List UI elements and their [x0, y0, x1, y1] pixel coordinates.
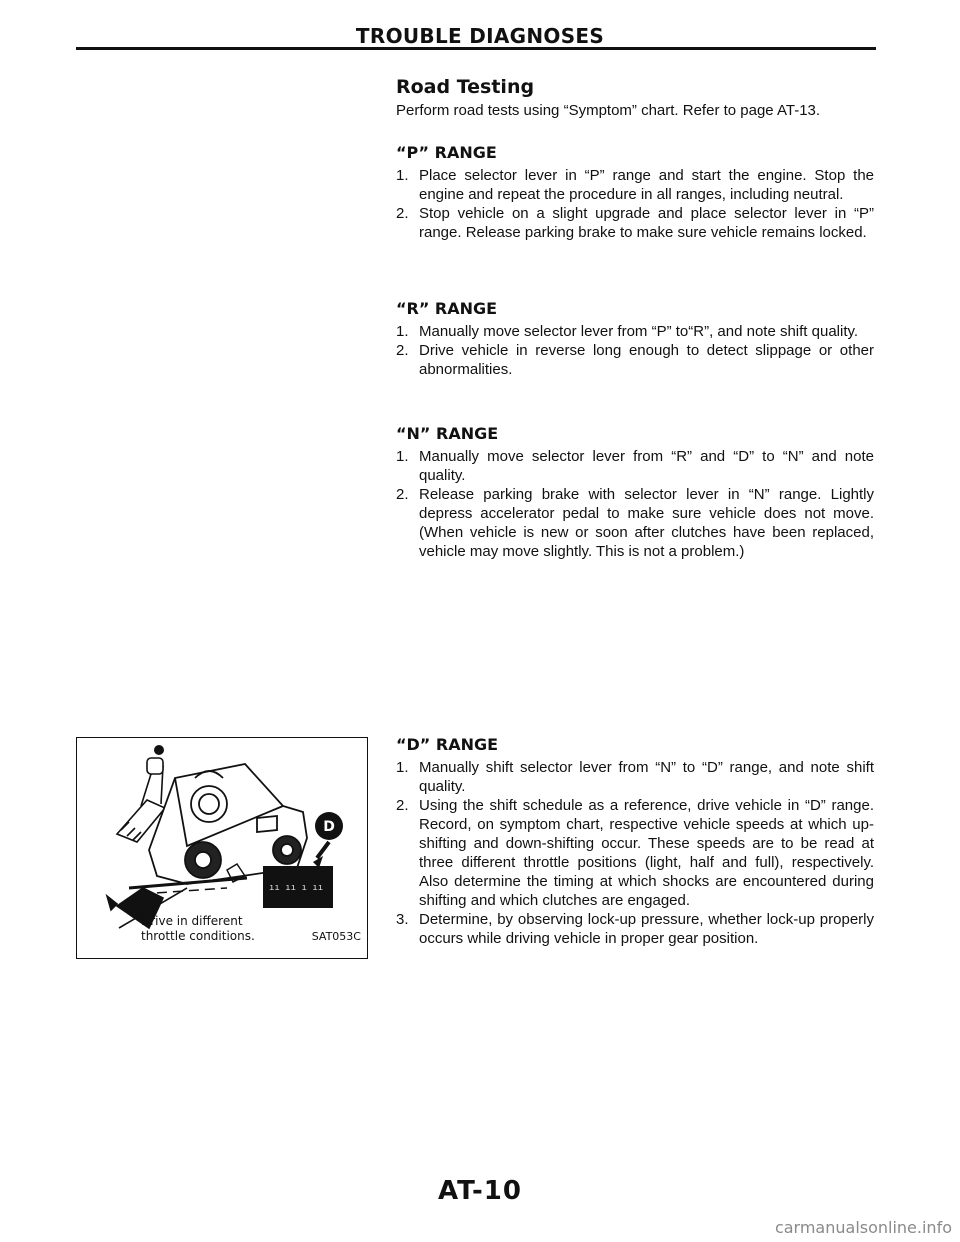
- section-title: Road Testing: [396, 76, 535, 98]
- item-text: Manually shift selector lever from “N” to “D” range, and note shift quality.: [419, 759, 874, 795]
- road-testing-section: [396, 76, 874, 120]
- list-item: [396, 447, 874, 485]
- list-item: [396, 485, 874, 561]
- item-text: Determine, by observing lock-up pressure, whether lock-up properly occurs while driving vehicle in proper gear position.: [419, 911, 874, 947]
- footer-watermark-url[interactable]: carmanualsonline.info: [774, 1218, 952, 1237]
- range-block-r: [396, 299, 874, 379]
- list-item: [396, 341, 874, 379]
- range-block-p: [396, 143, 874, 242]
- road-test-illustration: [76, 737, 368, 959]
- page-number: AT-10: [438, 1176, 522, 1206]
- list-item: [396, 204, 874, 242]
- list-item: [396, 166, 874, 204]
- range-heading: “P” RANGE: [396, 143, 497, 162]
- item-text: Manually move selector lever from “P” to“R”, and note shift quality.: [419, 323, 859, 340]
- item-text: Place selector lever in “P” range and start the engine. Stop the engine and repeat the procedure in all ranges, including neutral.: [419, 167, 874, 203]
- item-number: 2.: [396, 797, 409, 814]
- item-text: Using the shift schedule as a reference, drive vehicle in “D” range. Record, on symptom chart, respective vehicle speeds at which up-shifting and down-shifting occur. These speeds are to be read at three different throttle positions (light, half and full), respectively. Also determine the timing at which shocks are encountered during shifting and which clutches are engaged.: [419, 797, 874, 909]
- list-item: [396, 796, 874, 910]
- list-item: [396, 322, 874, 341]
- item-number: 1.: [396, 448, 409, 465]
- d-range-badge-icon: [315, 812, 343, 840]
- figure-code: SAT053C: [311, 930, 361, 943]
- item-number: 1.: [396, 167, 409, 184]
- item-number: 2.: [396, 486, 409, 503]
- svg-text:ıı ıı ı ıı: ıı ıı ı ıı: [269, 883, 324, 893]
- header-rule: [76, 47, 876, 50]
- list-item: [396, 758, 874, 796]
- range-block-n: [396, 424, 874, 561]
- item-number: 3.: [396, 911, 409, 928]
- range-heading: “N” RANGE: [396, 424, 499, 443]
- svg-text:D: D: [323, 819, 335, 835]
- range-heading: “R” RANGE: [396, 299, 498, 318]
- callout-dot: [154, 745, 164, 755]
- section-intro: Perform road tests using “Symptom” chart. Refer to page AT-13.: [396, 102, 821, 119]
- item-text: Release parking brake with selector lever in “N” range. Lightly depress accelerator pedal to make sure vehicle does not move. (When vehicle is new or soon after clutches have been replaced, vehicle may move slightly. This is not a problem.): [419, 486, 874, 560]
- page-header-title: TROUBLE DIAGNOSES: [355, 24, 605, 48]
- item-number: 1.: [396, 323, 409, 340]
- caption-line: throttle conditions.: [141, 929, 255, 943]
- range-block-d: [396, 735, 874, 948]
- caption-line: Drive in different: [141, 914, 243, 928]
- range-heading: “D” RANGE: [396, 735, 499, 754]
- item-number: 2.: [396, 205, 409, 222]
- item-text: Manually move selector lever from “R” and “D” to “N” and note quality.: [419, 448, 874, 484]
- item-number: 1.: [396, 759, 409, 776]
- item-number: 2.: [396, 342, 409, 359]
- list-item: [396, 910, 874, 948]
- item-text: Drive vehicle in reverse long enough to detect slippage or other abnormalities.: [419, 342, 874, 378]
- figure-caption: [141, 914, 255, 944]
- item-text: Stop vehicle on a slight upgrade and place selector lever in “P” range. Release parking brake to make sure vehicle remains locked.: [419, 205, 874, 241]
